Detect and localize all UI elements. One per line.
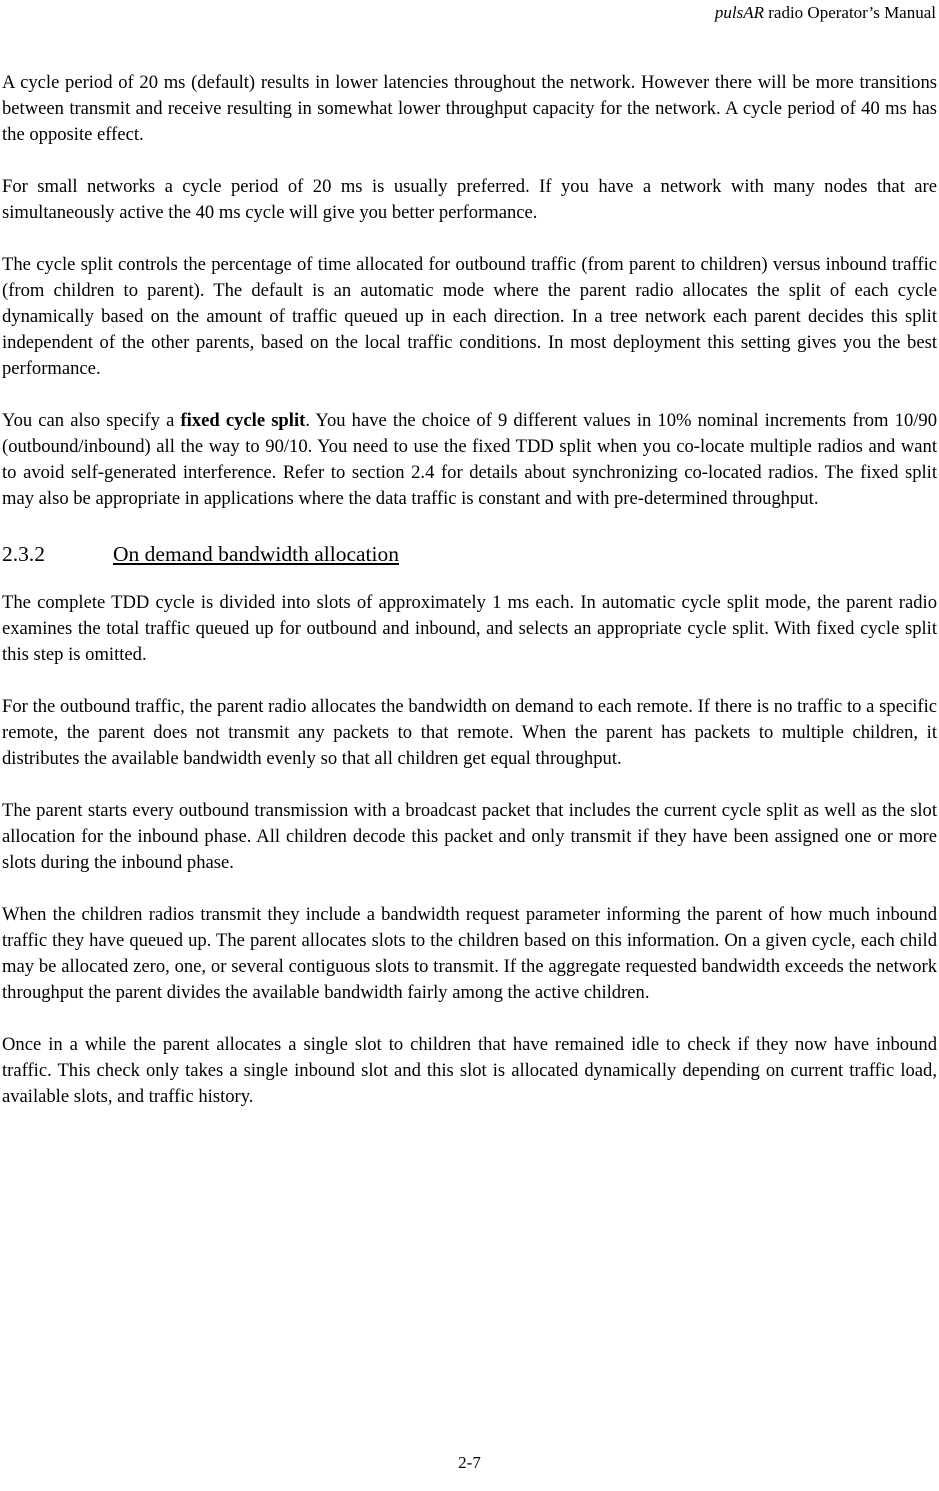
page-number: 2-7 bbox=[458, 1453, 481, 1472]
section-number: 2.3.2 bbox=[2, 542, 45, 566]
product-name: pulsAR bbox=[714, 3, 764, 22]
fixed-split-details: . You have the choice of 9 different values in 10% nominal increments from 10/90 (outbound/inbound) all the way to 90/10. You need to use the fixed TDD split when you co-locate multiple radios and want to avoid self-generated interference. Refer to section 2.4 for details about synchronizing co-located radios. The fixed split may also be appropriate in applications where the data traffic is constant and with pre-determined throughput. bbox=[2, 410, 937, 509]
page-body bbox=[2, 70, 937, 1136]
section-heading bbox=[2, 538, 937, 568]
section-title: On demand bandwidth allocation bbox=[113, 542, 399, 566]
running-header bbox=[715, 3, 936, 23]
paragraph-outbound-traffic: For the outbound traffic, the parent radio allocates the bandwidth on demand to each remote. If there is no traffic to a specific remote, the parent does not transmit any packets to that remote. When the parent has packets to multiple children, it distributes the available bandwidth evenly so that all children get equal throughput. bbox=[2, 696, 937, 769]
paragraph-broadcast-packet: The parent starts every outbound transmission with a broadcast packet that includes the current cycle split as well as the slot allocation for the inbound phase. All children decode this packet and only transmit if they have been assigned one or more slots during the inbound phase. bbox=[2, 800, 937, 873]
fixed-split-intro: You can also specify a bbox=[2, 410, 181, 431]
paragraph-small-networks: For small networks a cycle period of 20 ms is usually preferred. If you have a network with many nodes that are simultaneously active the 40 ms cycle will give you better performance. bbox=[2, 176, 937, 223]
manual-title: radio Operator’s Manual bbox=[764, 3, 936, 22]
paragraph-cycle-period-effect: A cycle period of 20 ms (default) results in lower latencies throughout the network. However there will be more transitions between transmit and receive resulting in somewhat lower throughput capacity for the network. A cycle period of 40 ms has the opposite effect. bbox=[2, 72, 937, 145]
fixed-cycle-split-term: fixed cycle split bbox=[180, 410, 306, 431]
paragraph-fixed-cycle-split bbox=[2, 408, 937, 512]
paragraph-idle-check: Once in a while the parent allocates a single slot to children that have remained idle to check if they now have inbound traffic. This check only takes a single inbound slot and this slot is allocated dynamically depending on current traffic load, available slots, and traffic history. bbox=[2, 1034, 937, 1107]
paragraph-cycle-split: The cycle split controls the percentage of time allocated for outbound traffic (from parent to children) versus inbound traffic (from children to parent). The default is an automatic mode where the parent radio allocates the split of each cycle dynamically based on the amount of traffic queued up in each direction. In a tree network each parent decides this split independent of the other parents, based on the local traffic conditions. In most deployment this setting gives you the best performance. bbox=[2, 254, 937, 379]
paragraph-bandwidth-request: When the children radios transmit they include a bandwidth request parameter informing the parent of how much inbound traffic they have queued up. The parent allocates slots to the children based on this information. On a given cycle, each child may be allocated zero, one, or several contiguous slots to transmit. If the aggregate requested bandwidth exceeds the network throughput the parent divides the available bandwidth fairly among the active children. bbox=[2, 904, 937, 1003]
paragraph-tdd-slots: The complete TDD cycle is divided into slots of approximately 1 ms each. In automatic cycle split mode, the parent radio examines the total traffic queued up for outbound and inbound, and selects an appropriate cycle split. With fixed cycle split this step is omitted. bbox=[2, 592, 937, 665]
